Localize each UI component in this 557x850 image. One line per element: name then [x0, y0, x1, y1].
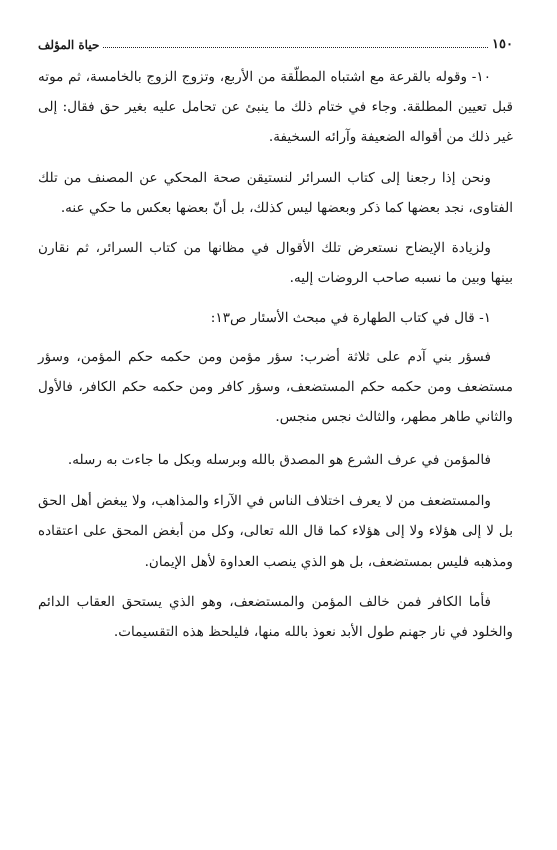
paragraph-8: فأما الكافر فمن خالف المؤمن والمستضعف، وهو الذي يستحق العقاب الدائم والخلود في نار جهنم طول الأبد نعوذ بالله منها، فليلحظ هذه التقسيمات. — [38, 593, 513, 641]
header-dotted-leader — [103, 46, 488, 48]
body-text — [38, 62, 513, 657]
paragraph-7: والمستضعف من لا يعرف اختلاف الناس في الآراء والمذاهب، ولا يبغض أهل الحق بل لا إلى هؤلاء ولا إلى هؤلاء كما قال الله تعالى، وكل من أبغض المحق على اعتقاده ومذهبه فليس بمستضعف، بل هو الذي ينصب العداوة لأهل الإيمان. — [38, 493, 513, 570]
paragraph-1: ١٠- وقوله بالقرعة مع اشتباه المطلّقة من الأربع، وتزوج الزوج بالخامسة، ثم موته قبل تعيين المطلقة. وجاء في ختام ذلك ما ينبئ عن تحامل عليه بغير حق فقال: إلى غير ذلك من أقواله الضعيفة وآرائه السخيفة. — [38, 69, 513, 146]
paragraph-5: فسؤر بني آدم على ثلاثة أضرب: سؤر مؤمن ومن حكمه حكم المؤمن، وسؤر مستضعف ومن حكمه حكم المستضعف، وسؤر كافر ومن حكمه حكم الكافر، فالأول والثاني طاهر مطهر، والثالث نجس منجس. — [38, 348, 513, 426]
page-header — [38, 28, 513, 52]
page-number: ١٥٠ — [492, 37, 513, 52]
running-title: حياة المؤلف — [38, 38, 100, 52]
paragraph-6: فالمؤمن في عرف الشرع هو المصدق بالله وبرسله وبكل ما جاءت به رسله. — [67, 452, 491, 469]
paragraph-3: ولزيادة الإيضاح نستعرض تلك الأقوال في مظانها من كتاب السرائر، ثم نقارن بينها وبين ما نسبه صاحب الروضات إليه. — [38, 240, 513, 287]
paragraph-4: ١- قال في كتاب الطهارة في مبحث الأسئار ص١٣: — [210, 310, 491, 327]
paragraph-2: ونحن إذا رجعنا إلى كتاب السرائر لنستيقن صحة المحكي عن المصنف من تلك الفتاوى، نجد بعضها كما ذكر وبعضها ليس كذلك، بل أنّ بعضها بعكس ما حكي عنه. — [38, 169, 513, 216]
